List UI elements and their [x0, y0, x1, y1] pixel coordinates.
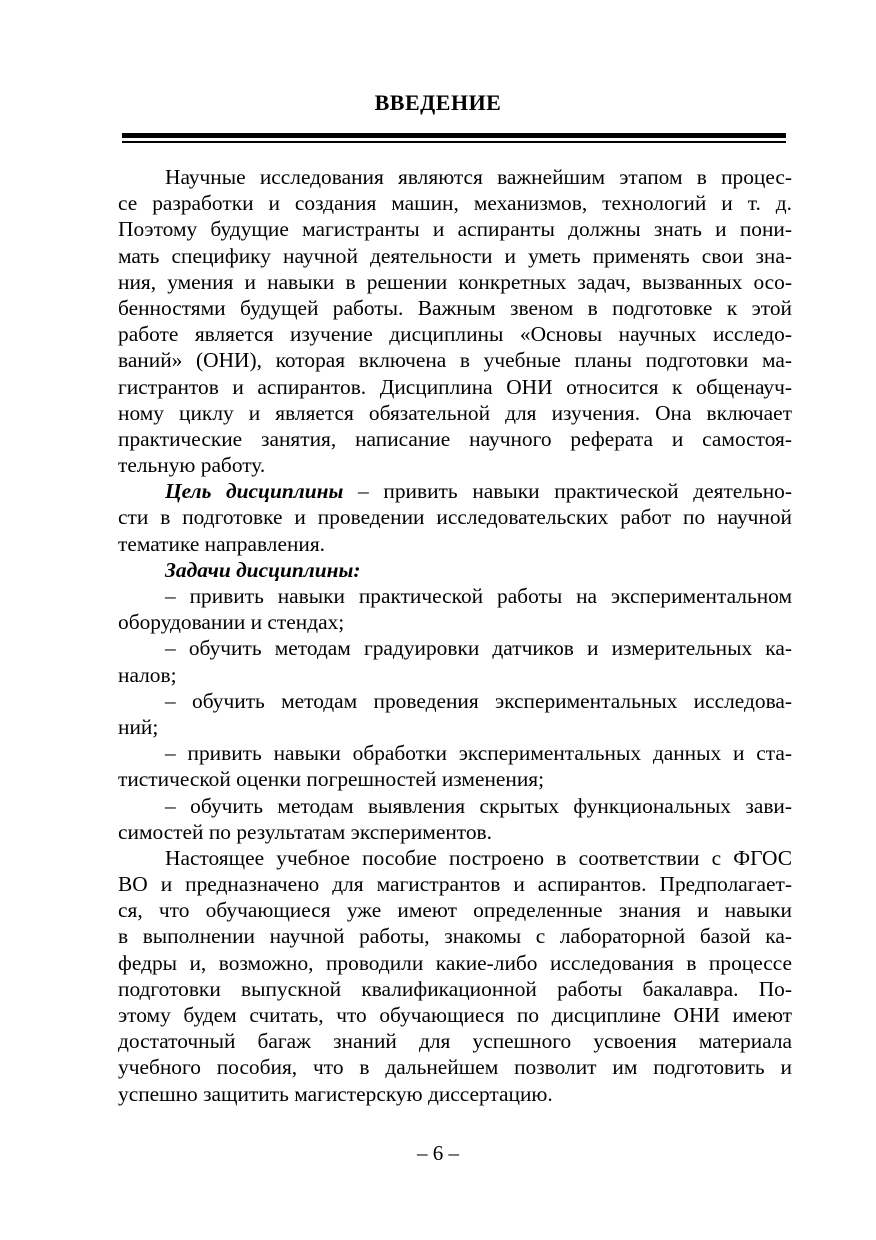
- text-line: тельную работу.: [118, 453, 266, 478]
- list-item-line: – обучить методам выявления скрытых функциональных зави-: [165, 793, 792, 818]
- text-line: в выполнении научной работы, знакомы с лабораторной базой ка-: [118, 924, 792, 949]
- text-line: практические занятия, написание научного реферата и самостоя-: [118, 426, 792, 451]
- text-line: Настоящее учебное пособие построено в соответствии с ФГОС: [165, 845, 792, 870]
- page-number: – 6 –: [417, 1141, 459, 1165]
- list-item-line: налов;: [118, 662, 177, 687]
- text-line: бенностями будущей работы. Важным звеном в подготовке к этой: [118, 295, 792, 320]
- goal-text: – привить навыки практической деятельно-: [343, 479, 792, 504]
- goal-label: Цель дисциплины: [165, 479, 344, 504]
- list-item-line: – привить навыки обработки экспериментальных данных и ста-: [165, 741, 792, 766]
- text-line: тематике направления.: [118, 531, 326, 556]
- tasks-section: [118, 557, 792, 845]
- tasks-heading: [118, 557, 792, 583]
- intro-paragraph: [118, 164, 792, 478]
- body-text: [118, 164, 792, 1107]
- text-line: успешно защитить магистерскую диссертацию.: [118, 1081, 553, 1106]
- list-item-line: – обучить методам проведения экспериментальных исследова-: [165, 688, 792, 713]
- text-line: сти в подготовке и проведении исследовательских работ по научной: [118, 505, 792, 530]
- list-item-line: – обучить методам градуировки датчиков и измерительных ка-: [165, 636, 792, 661]
- text-line: подготовки выпускной квалификационной работы бакалавра. По-: [118, 976, 792, 1001]
- text-line: ному циклу и является обязательной для изучения. Она включает: [118, 400, 792, 425]
- title-rule-thin: [122, 141, 786, 143]
- title-rule-thick: [122, 133, 786, 138]
- list-item-line: оборудовании и стендах;: [118, 610, 345, 635]
- text-line: ваний» (ОНИ), которая включена в учебные планы подготовки ма-: [118, 348, 792, 373]
- text-line: работе является изучение дисциплины «Основы научных исследо-: [118, 322, 792, 347]
- text-line: этому будем считать, что обучающиеся по дисциплине ОНИ имеют: [118, 1003, 792, 1027]
- text-line: учебного пособия, что в дальнейшем позволит им подготовить и: [118, 1055, 792, 1080]
- text-line: ВО и предназначено для магистрантов и аспирантов. Предполагает-: [118, 872, 792, 897]
- tasks-heading-text: Задачи дисциплины:: [165, 557, 361, 582]
- list-item-line: тистической оценки погрешностей изменения;: [118, 767, 545, 792]
- text-line: се разработки и создания машин, механизмов, технологий и т. д.: [118, 191, 792, 216]
- text-line: ся, что обучающиеся уже имеют определенные знания и навыки: [118, 898, 792, 923]
- text-line: достаточный багаж знаний для успешного усвоения материала: [118, 1029, 792, 1054]
- text-line: [118, 478, 792, 504]
- closing-paragraph: [118, 845, 792, 1107]
- goal-paragraph: [118, 478, 792, 557]
- text-line: мать специфику научной деятельности и уметь применять свои зна-: [118, 243, 792, 268]
- text-line: федры и, возможно, проводили какие-либо исследования в процессе: [118, 950, 792, 975]
- text-line: Поэтому будущие магистранты и аспиранты должны знать и пони-: [118, 217, 792, 242]
- page-title: ВВЕДЕНИЕ: [374, 90, 502, 115]
- text-line: ния, умения и навыки в решении конкретных задач, вызванных осо-: [118, 269, 792, 294]
- list-item-line: ний;: [118, 714, 159, 739]
- list-item-line: – привить навыки практической работы на экспериментальном: [165, 584, 792, 608]
- list-item-line: симостей по результатам экспериментов.: [118, 819, 492, 844]
- text-line: гистрантов и аспирантов. Дисциплина ОНИ относится к общенауч-: [118, 374, 792, 399]
- text-line: Научные исследования являются важнейшим этапом в процес-: [165, 165, 792, 189]
